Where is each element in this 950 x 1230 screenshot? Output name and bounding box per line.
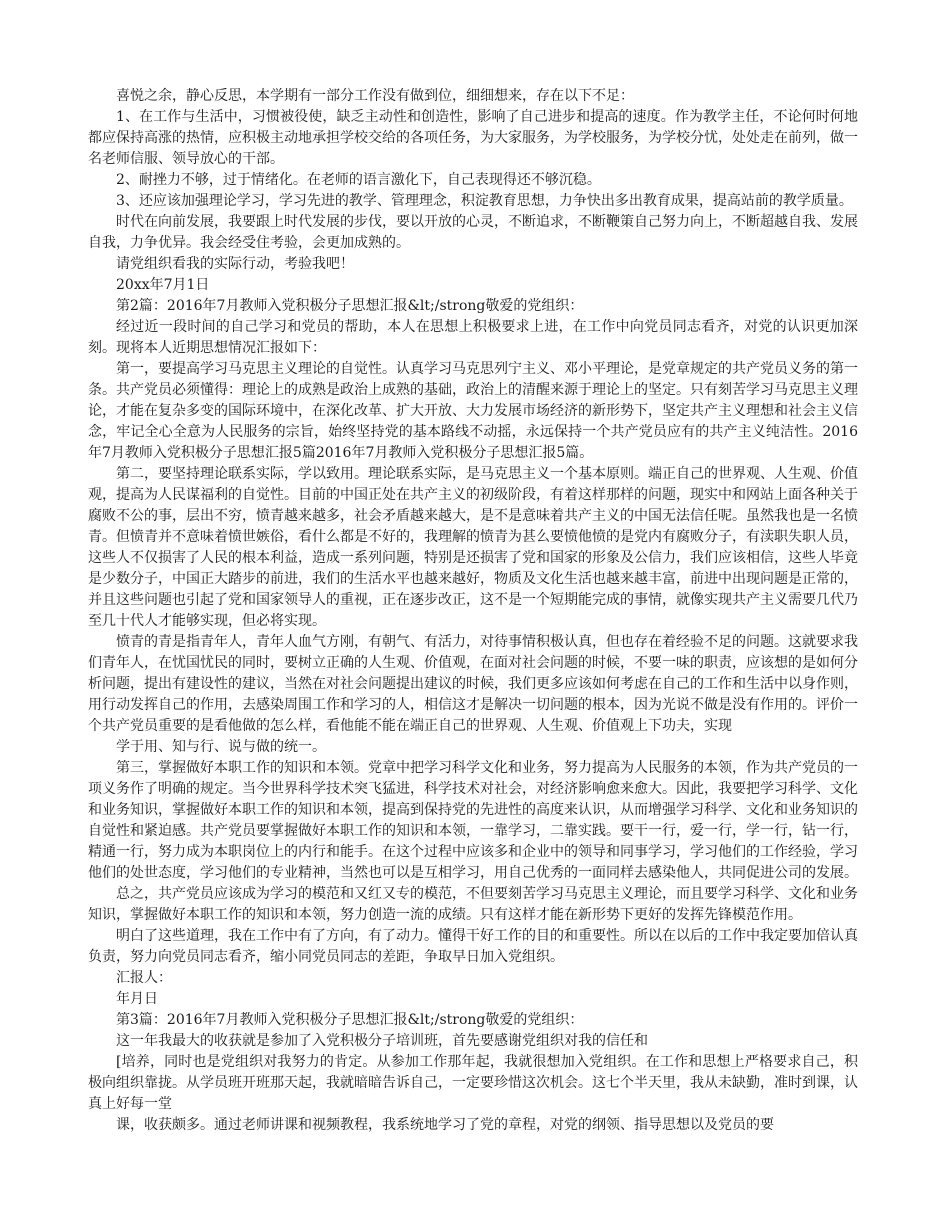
paragraph-reporter: 汇报人： bbox=[116, 970, 172, 986]
document-body bbox=[88, 86, 858, 1136]
paragraph-youth: 愤青的青是指青年人，青年人血气方刚，有朝气、有活力，对待事情积极认真，但也存在着经验不足的问题。这就要求我们青年人，在忧国忧民的同时，要树立正确的人生观、价值观，在面对社会问题的时候，不要一味的职责，应该想的是如何分析问题，提出有建设性的建议，当然在对社会问题提出建议的时候，我们更多应该如何考虑在自己的工作和生活中以身作则，用行动发挥自己的作用，去感染周围工作和学习的人，相信这才是解决一切问题的根本，因为光说不做是没有作用的。评价一个共产党员重要的是看他做的怎么样，看他能不能在端正自己的世界观、人生观、价值观上下功夫，实现 bbox=[88, 634, 858, 734]
section-heading-3: 第3篇：2016年7月教师入党积极分子思想汇报&lt;/strong敬爱的党组织： bbox=[116, 1012, 584, 1028]
paragraph-point-2: 第二，要坚持理论联系实际，学以致用。理论联系实际，是马克思主义一个基本原则。端正自己的世界观、人生观、价值观，提高为人民谋福利的自觉性。目前的中国正处在共产主义的初级阶段，有着这样那样的问题，现实中和网站上面各种关于腐败不公的事，层出不穷，愤青越来越多，社会矛盾越来越大，是不是意味着共产主义的中国无法信任呢。虽然我也是一名愤青。但愤青并不意味着愤世嫉俗，看什么都是不好的，我理解的愤青为甚么要愤他愤的是党内有腐败分子，有渎职失职人员，这些人不仅损害了人民的根本利益，造成一系列问题，特别是还损害了党和国家的形象及公信力，我们应该相信，这些人毕竟是少数分子，中国正大踏步的前进，我们的生活水平也越来越好，物质及文化生活也越来越丰富，前进中出现问题是正常的，并且这些问题也引起了党和国家领导人的重视，正在逐步改正，这不是一个短期能完成的事情，就像实现共产主义需要几代乃至几十代人才能够实现，但必将实现。 bbox=[88, 466, 858, 629]
paragraph-date-blank: 年月日 bbox=[116, 991, 158, 1007]
paragraph-summary: 总之，共产党员应该成为学习的模范和又红又专的模范，不但要刻苦学习马克思主义理论，而且要学习科学、文化和业务知识，掌握做好本职工作的知识和本领，努力创造一流的成绩。只有这样才能在新形势下更好的发挥先锋模范作用。 bbox=[88, 886, 858, 923]
paragraph-shortcoming-3: 3、还应该加强理论学习，学习先进的教学、管理理念，积淀教育思想，力争快出多出教育成果，提高站前的教学质量。 bbox=[116, 193, 853, 209]
paragraph-point-1: 第一，要提高学习马克思主义理论的自觉性。认真学习马克思列宁主义、邓小平理论，是党章规定的共产党员义务的第一条。共产党员必须懂得：理论上的成熟是政治上成熟的基础，政治上的清醒来源于理论上的坚定。只有刻苦学习马克思主义理论，才能在复杂多变的国际环境中，在深化改革、扩大开放、大力发展市场经济的新形势下，坚定共产主义理想和社会主义信念，牢记全心全意为人民服务的宗旨，始终坚持党的基本路线不动摇，永远保持一个共产党员应有的共产主义纯洁性。2016年7月教师入党积极分子思想汇报5篇2016年7月教师入党积极分子思想汇报5篇。 bbox=[88, 361, 858, 461]
paragraph-request: 请党组织看我的实际行动，考验我吧！ bbox=[116, 256, 354, 272]
section-heading-2: 第2篇：2016年7月教师入党积极分子思想汇报&lt;/strong敬爱的党组织： bbox=[116, 298, 584, 314]
paragraph-shortcoming-1: 1、在工作与生活中，习惯被役使，缺乏主动性和创造性，影响了自己进步和提高的速度。作为教学主任，不论何时何地都应保持高涨的热情，应积极主动地承担学校交给的各项任务，为大家服务，为学校服务，为学校分忧，处处走在前列，做一名老师信服、领导放心的干部。 bbox=[88, 109, 858, 167]
paragraph-conclusion: 明白了这些道理，我在工作中有了方向，有了动力。懂得干好工作的目的和重要性。所以在以后的工作中我定要加倍认真负责，努力向党员同志看齐，缩小同党员同志的差距，争取早日加入党组织。 bbox=[88, 928, 858, 965]
paragraph-development: 时代在向前发展，我要跟上时代发展的步伐，要以开放的心灵，不断追求，不断鞭策自己努力向上，不断超越自我、发展自我，力争优异。我会经受住考验，会更加成熟的。 bbox=[88, 214, 858, 251]
paragraph-intro-2: 经过近一段时间的自己学习和党员的帮助，本人在思想上积极要求上进，在工作中向党员同志看齐，对党的认识更加深刻。现将本人近期思想情况汇报如下： bbox=[88, 319, 858, 356]
paragraph-reflection-intro: 喜悦之余，静心反思，本学期有一部分工作没有做到位，细细想来，存在以下不足： bbox=[116, 88, 634, 104]
paragraph-intro-3: 这一年我最大的收获就是参加了入党积极分子培训班，首先要感谢党组织对我的信任和 bbox=[116, 1033, 648, 1049]
paragraph-shortcoming-2: 2、耐挫力不够，过于情绪化。在老师的语言激化下，自己表现得还不够沉稳。 bbox=[116, 172, 601, 188]
paragraph-training: [培养，同时也是党组织对我努力的肯定。从参加工作那年起，我就很想加入党组织。在工作和思想上严格要求自己，积极向组织靠拢。从学员班开班那天起，我就暗暗告诉自己，一定要珍惜这次机会。这七个半天里，我从未缺勤，准时到课，认真上好每一堂 bbox=[88, 1054, 858, 1112]
paragraph-study: 课，收获颇多。通过老师讲课和视频教程，我系统地学习了党的章程，对党的纲领、指导思想以及党员的要 bbox=[116, 1117, 774, 1133]
paragraph-point-3: 第三，掌握做好本职工作的知识和本领。党章中把学习科学文化和业务，努力提高为人民服务的本领，作为共产党员的一项义务作了明确的规定。当今世界科学技术突飞猛进，科学技术对社会，对经济影响愈来愈大。因此，我要把学习科学、文化和业务知识，掌握做好本职工作的知识和本领，提高到保持党的先进性的高度来认识，从而增强学习科学、文化和业务知识的自觉性和紧迫感。共产党员要掌握做好本职工作的知识和本领，一靠学习，二靠实践。要干一行，爱一行，学一行，钻一行，精通一行，努力成为本职岗位上的内行和能手。在这个过程中应该多和企业中的领导和同事学习，学习他们的工作经验，学习他们的处世态度，学习他们的专业精神，当然也可以是互相学习，用自己优秀的一面同样去感染他人，共同促进公司的发展。 bbox=[88, 760, 858, 881]
paragraph-date: 20xx年7月1日 bbox=[116, 277, 210, 293]
paragraph-unity: 学于用、知与行、说与做的统一。 bbox=[116, 739, 326, 755]
